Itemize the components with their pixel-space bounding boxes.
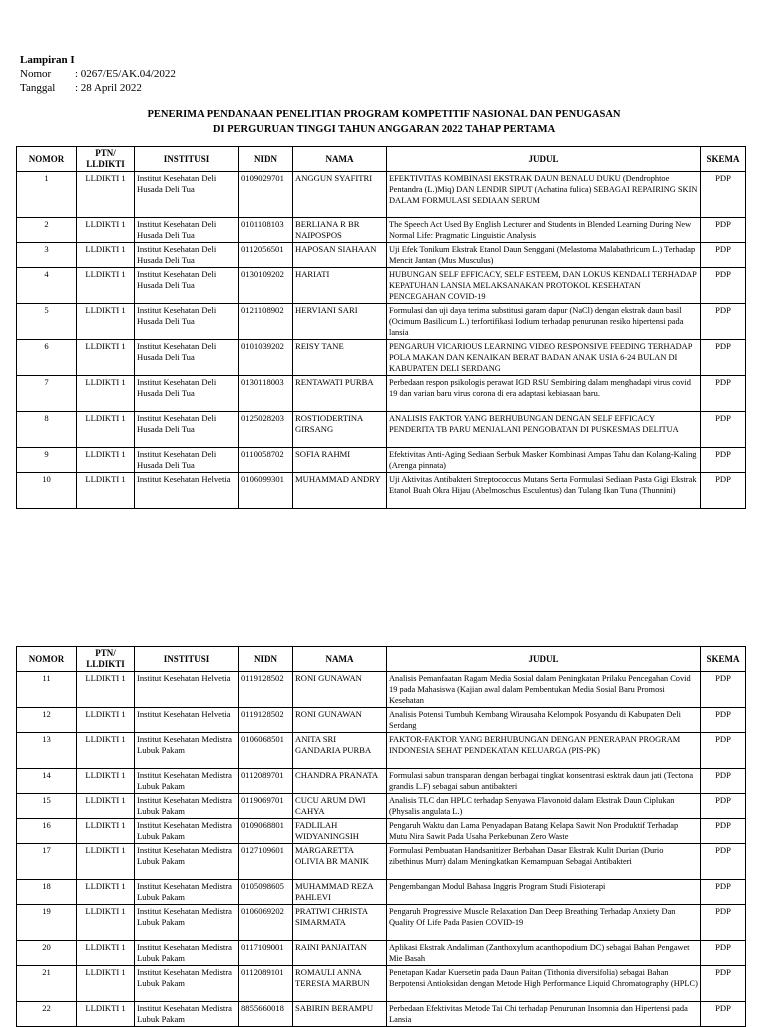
row-judul: EFEKTIVITAS KOMBINASI EKSTRAK DAUN BENALU DUKU (Dendrophtoe Pentandra (L.)Miq) DAN LENDIR SIPUT (Achatina fulica) SEBAGAI REPAIRING SKIN DALAM FORMULASI SEDIAAN SERUM: [387, 172, 701, 218]
row-nidn: 0110058702: [239, 448, 293, 473]
row-lldikti: LLDIKTI 1: [77, 733, 135, 769]
row-institusi: Institut Kesehatan Deli Husada Deli Tua: [135, 172, 239, 218]
table-row: [17, 708, 746, 733]
col-institusi: INSTITUSI: [135, 647, 239, 672]
row-nama: HAPOSAN SIAHAAN: [293, 243, 387, 268]
row-institusi: Institut Kesehatan Medistra Lubuk Pakam: [135, 966, 239, 1002]
row-institusi: Institut Kesehatan Deli Husada Deli Tua: [135, 243, 239, 268]
row-number: 19: [17, 905, 77, 941]
row-nidn: 0101039202: [239, 340, 293, 376]
row-number: 13: [17, 733, 77, 769]
row-lldikti: LLDIKTI 1: [77, 1002, 135, 1027]
row-number: 5: [17, 304, 77, 340]
tanggal-row: [20, 81, 176, 95]
row-judul: HUBUNGAN SELF EFFICACY, SELF ESTEEM, DAN LOKUS KENDALI TERHADAP KEPATUHAN LANSIA MELAKSANAKAN PROTOKOL KESEHATAN PENCEGAHAN COVID-19: [387, 268, 701, 304]
table-row: [17, 844, 746, 880]
row-lldikti: LLDIKTI 1: [77, 794, 135, 819]
nomor-value: : 0267/E5/AK.04/2022: [75, 68, 176, 80]
row-institusi: Institut Kesehatan Helvetia: [135, 708, 239, 733]
row-number: 14: [17, 769, 77, 794]
row-institusi: Institut Kesehatan Deli Husada Deli Tua: [135, 268, 239, 304]
row-number: 16: [17, 819, 77, 844]
col-ptn: PTN/ LLDIKTI: [77, 147, 135, 172]
row-judul: Perbedaan respon psikologis perawat IGD RSU Sembiring dalam menghadapi virus covid 19 dan varian baru virus corona di era adaptasi kebiasaan baru.: [387, 376, 701, 412]
row-judul: Aplikasi Ekstrak Andaliman (Zanthoxylum acanthopodium DC) sebagai Bahan Pengawet Mie Basah: [387, 941, 701, 966]
row-nama: SOFIA RAHMI: [293, 448, 387, 473]
col-skema: SKEMA: [701, 647, 746, 672]
col-nidn: NIDN: [239, 147, 293, 172]
row-nidn: 0130118003: [239, 376, 293, 412]
row-judul: Analisis Pemanfaatan Ragam Media Sosial dalam Peningkatan Prilaku Pencegahan Covid 19 pada Mahasiswa (Kajian awal dalam Pembentukan Media Sosial Baru Promosi Kesehatan: [387, 672, 701, 708]
row-skema: PDP: [701, 412, 746, 448]
table-row: [17, 412, 746, 448]
row-number: 22: [17, 1002, 77, 1027]
table-row: [17, 218, 746, 243]
table-row: [17, 268, 746, 304]
row-judul: Analisis Potensi Tumbuh Kembang Wirausaha Kelompok Posyandu di Kabupaten Deli Serdang: [387, 708, 701, 733]
nomor-label: Nomor: [20, 68, 52, 80]
col-nama: NAMA: [293, 647, 387, 672]
row-nama: HERVIANI SARI: [293, 304, 387, 340]
row-nidn: 0109029701: [239, 172, 293, 218]
row-lldikti: LLDIKTI 1: [77, 304, 135, 340]
col-nomor: NOMOR: [17, 647, 77, 672]
row-number: 9: [17, 448, 77, 473]
row-nidn: 8855660018: [239, 1002, 293, 1027]
row-skema: PDP: [701, 243, 746, 268]
row-number: 1: [17, 172, 77, 218]
row-lldikti: LLDIKTI 1: [77, 473, 135, 509]
row-skema: PDP: [701, 733, 746, 769]
table-body-1: [17, 172, 746, 509]
row-lldikti: LLDIKTI 1: [77, 268, 135, 304]
row-nidn: 0130109202: [239, 268, 293, 304]
table-row: [17, 172, 746, 218]
col-nomor: NOMOR: [17, 147, 77, 172]
row-judul: Formulasi dan uji daya terima substitusi garam dapur (NaCl) dengan ekstrak daun basil (Ocimum Basilicum L.) terfortifikasi Iodium terhadap penurunan resiko hipertensi pada lansia: [387, 304, 701, 340]
row-judul: Efektivitas Anti-Aging Sediaan Serbuk Masker Kombinasi Ampas Tahu dan Kolang-Kaling (Arenga pinnata): [387, 448, 701, 473]
row-judul: Analisis TLC dan HPLC terhadap Senyawa Flavonoid dalam Ekstrak Daun Ciplukan (Physalis angulata L.): [387, 794, 701, 819]
row-institusi: Institut Kesehatan Helvetia: [135, 473, 239, 509]
row-nidn: 0112056501: [239, 243, 293, 268]
row-nidn: 0127109601: [239, 844, 293, 880]
row-nidn: 0106099301: [239, 473, 293, 509]
row-number: 17: [17, 844, 77, 880]
table-row: [17, 769, 746, 794]
row-nama: BERLIANA R BR NAIPOSPOS: [293, 218, 387, 243]
row-number: 2: [17, 218, 77, 243]
col-nama: NAMA: [293, 147, 387, 172]
row-nidn: 0112089701: [239, 769, 293, 794]
row-skema: PDP: [701, 880, 746, 905]
row-nama: ROSTIODERTINA GIRSANG: [293, 412, 387, 448]
row-skema: PDP: [701, 672, 746, 708]
row-judul: Pengaruh Waktu dan Lama Penyadapan Batang Kelapa Sawit Non Produktif Terhadap Mutu Nira Sawit Pada Usaha Perkebunan Zero Waste: [387, 819, 701, 844]
row-number: 12: [17, 708, 77, 733]
row-number: 6: [17, 340, 77, 376]
row-skema: PDP: [701, 448, 746, 473]
row-nama: CUCU ARUM DWI CAHYA: [293, 794, 387, 819]
table-row: [17, 966, 746, 1002]
row-institusi: Institut Kesehatan Medistra Lubuk Pakam: [135, 819, 239, 844]
row-lldikti: LLDIKTI 1: [77, 376, 135, 412]
row-skema: PDP: [701, 268, 746, 304]
row-nama: ANGGUN SYAFITRI: [293, 172, 387, 218]
row-skema: PDP: [701, 844, 746, 880]
row-institusi: Institut Kesehatan Medistra Lubuk Pakam: [135, 905, 239, 941]
row-nama: PRATIWI CHRISTA SIMARMATA: [293, 905, 387, 941]
table-header-row: [17, 647, 746, 672]
table-row: [17, 819, 746, 844]
row-number: 10: [17, 473, 77, 509]
row-nama: RENTAWATI PURBA: [293, 376, 387, 412]
tanggal-label: Tanggal: [20, 82, 56, 94]
row-judul: ANALISIS FAKTOR YANG BERHUBUNGAN DENGAN SELF EFFICACY PENDERITA TB PARU MENJALANI PENGOBATAN DI PUSKESMAS DELITUA: [387, 412, 701, 448]
row-nama: MUHAMMAD ANDRY: [293, 473, 387, 509]
row-nama: SABIRIN BERAMPU: [293, 1002, 387, 1027]
table-header-row: [17, 147, 746, 172]
row-lldikti: LLDIKTI 1: [77, 412, 135, 448]
row-skema: PDP: [701, 769, 746, 794]
row-institusi: Institut Kesehatan Deli Husada Deli Tua: [135, 448, 239, 473]
row-lldikti: LLDIKTI 1: [77, 243, 135, 268]
row-nama: MARGARETTA OLIVIA BR MANIK: [293, 844, 387, 880]
row-nidn: 0121108902: [239, 304, 293, 340]
row-lldikti: LLDIKTI 1: [77, 844, 135, 880]
row-number: 18: [17, 880, 77, 905]
row-nama: HARIATI: [293, 268, 387, 304]
row-judul: The Speech Act Used By English Lecturer and Students in Blended Learning During New Normal Life: Pragmatic Linguistic Analysis: [387, 218, 701, 243]
row-skema: PDP: [701, 473, 746, 509]
row-skema: PDP: [701, 218, 746, 243]
row-skema: PDP: [701, 376, 746, 412]
row-judul: Formulasi Pembuatan Handsanitizer Berbahan Dasar Ekstrak Kulit Durian (Durio zibethinus Murr) dalam Meningkatkan Kemampuan Sebagai Antibakteri: [387, 844, 701, 880]
table-row: [17, 1002, 746, 1027]
table-row: [17, 733, 746, 769]
row-judul: Formulasi sabun transparan dengan berbagai tingkat konsentrasi esktrak daun jati (Tectona grandis L.F) sebagai sabun antibakteri: [387, 769, 701, 794]
col-institusi: INSTITUSI: [135, 147, 239, 172]
row-number: 11: [17, 672, 77, 708]
col-skema: SKEMA: [701, 147, 746, 172]
row-institusi: Institut Kesehatan Medistra Lubuk Pakam: [135, 1002, 239, 1027]
row-nidn: 0106069202: [239, 905, 293, 941]
row-institusi: Institut Kesehatan Deli Husada Deli Tua: [135, 218, 239, 243]
row-nidn: 0119128502: [239, 708, 293, 733]
row-institusi: Institut Kesehatan Medistra Lubuk Pakam: [135, 794, 239, 819]
col-judul: JUDUL: [387, 647, 701, 672]
row-number: 4: [17, 268, 77, 304]
row-institusi: Institut Kesehatan Deli Husada Deli Tua: [135, 376, 239, 412]
row-skema: PDP: [701, 708, 746, 733]
row-lldikti: LLDIKTI 1: [77, 966, 135, 1002]
row-lldikti: LLDIKTI 1: [77, 340, 135, 376]
row-nama: CHANDRA PRANATA: [293, 769, 387, 794]
row-lldikti: LLDIKTI 1: [77, 880, 135, 905]
tanggal-value: : 28 April 2022: [75, 82, 142, 94]
row-number: 8: [17, 412, 77, 448]
row-lldikti: LLDIKTI 1: [77, 708, 135, 733]
row-number: 20: [17, 941, 77, 966]
row-institusi: Institut Kesehatan Medistra Lubuk Pakam: [135, 844, 239, 880]
row-skema: PDP: [701, 819, 746, 844]
row-institusi: Institut Kesehatan Medistra Lubuk Pakam: [135, 880, 239, 905]
row-judul: Perbedaan Efektivitas Metode Tai Chi terhadap Penurunan Insomnia dan Hipertensi pada Lansia: [387, 1002, 701, 1027]
row-lldikti: LLDIKTI 1: [77, 218, 135, 243]
document-title: [0, 107, 768, 137]
row-number: 7: [17, 376, 77, 412]
row-nidn: 0105098605: [239, 880, 293, 905]
row-nama: RAINI PANJAITAN: [293, 941, 387, 966]
table-row: [17, 376, 746, 412]
row-nama: ANITA SRI GANDARIA PURBA: [293, 733, 387, 769]
recipients-table-1: [16, 146, 746, 509]
row-nama: RONI GUNAWAN: [293, 708, 387, 733]
row-number: 21: [17, 966, 77, 1002]
row-nidn: 0117109001: [239, 941, 293, 966]
row-institusi: Institut Kesehatan Helvetia: [135, 672, 239, 708]
row-nidn: 0106068501: [239, 733, 293, 769]
row-institusi: Institut Kesehatan Deli Husada Deli Tua: [135, 412, 239, 448]
row-nama: REISY TANE: [293, 340, 387, 376]
row-institusi: Institut Kesehatan Medistra Lubuk Pakam: [135, 941, 239, 966]
row-nidn: 0112089101: [239, 966, 293, 1002]
row-lldikti: LLDIKTI 1: [77, 905, 135, 941]
row-skema: PDP: [701, 172, 746, 218]
row-skema: PDP: [701, 1002, 746, 1027]
row-skema: PDP: [701, 905, 746, 941]
table-body-2: [17, 672, 746, 1027]
row-institusi: Institut Kesehatan Medistra Lubuk Pakam: [135, 733, 239, 769]
row-nama: ROMAULI ANNA TERESIA MARBUN: [293, 966, 387, 1002]
row-institusi: Institut Kesehatan Medistra Lubuk Pakam: [135, 769, 239, 794]
table-row: [17, 448, 746, 473]
row-lldikti: LLDIKTI 1: [77, 448, 135, 473]
row-judul: Penetapan Kadar Kuersetin pada Daun Paitan (Tithonia diversifolia) sebagai Bahan Berpotensi Antioksidan dengan Metode High Performance Liquid Chromatography (HPLC): [387, 966, 701, 1002]
attachment-label: Lampiran I: [20, 54, 75, 66]
row-lldikti: LLDIKTI 1: [77, 819, 135, 844]
table-row: [17, 905, 746, 941]
row-judul: Uji Aktivitas Antibakteri Streptococcus Mutans Serta Formulasi Sediaan Pasta Gigi Ekstrak Etanol Buah Okra Hijau (Abelmoschus Esculentus) dan Tulang Ikan Tuna (Thunnini): [387, 473, 701, 509]
table-row: [17, 672, 746, 708]
row-lldikti: LLDIKTI 1: [77, 941, 135, 966]
row-nidn: 0119069701: [239, 794, 293, 819]
row-number: 3: [17, 243, 77, 268]
row-nidn: 0125028203: [239, 412, 293, 448]
col-ptn: PTN/ LLDIKTI: [77, 647, 135, 672]
row-nama: RONI GUNAWAN: [293, 672, 387, 708]
row-nidn: 0109068801: [239, 819, 293, 844]
table-row: [17, 340, 746, 376]
row-judul: Pengembangan Modul Bahasa Inggris Program Studi Fisioterapi: [387, 880, 701, 905]
row-skema: PDP: [701, 340, 746, 376]
col-nidn: NIDN: [239, 647, 293, 672]
row-nidn: 0119128502: [239, 672, 293, 708]
row-judul: FAKTOR-FAKTOR YANG BERHUBUNGAN DENGAN PENERAPAN PROGRAM INDONESIA SEHAT PENDEKATAN KELUARGA (PIS-PK): [387, 733, 701, 769]
table-row: [17, 794, 746, 819]
row-judul: PENGARUH VICARIOUS LEARNING VIDEO RESPONSIVE FEEDING TERHADAP POLA MAKAN DAN KENAIKAN BERAT BADAN ANAK USIA 6-24 BULAN DI KABUPATEN DELI SERDANG: [387, 340, 701, 376]
row-lldikti: LLDIKTI 1: [77, 172, 135, 218]
row-skema: PDP: [701, 966, 746, 1002]
row-lldikti: LLDIKTI 1: [77, 769, 135, 794]
title-line-2: DI PERGURUAN TINGGI TAHUN ANGGARAN 2022 TAHAP PERTAMA: [212, 124, 556, 135]
row-lldikti: LLDIKTI 1: [77, 672, 135, 708]
letter-header: [20, 53, 176, 95]
recipients-table-2: [16, 646, 746, 1027]
row-judul: Pengaruh Progressive Muscle Relaxation Dan Deep Breathing Terhadap Anxiety Dan Quality Of Life Pada Pasien COVID-19: [387, 905, 701, 941]
row-nidn: 0101108103: [239, 218, 293, 243]
row-skema: PDP: [701, 304, 746, 340]
row-institusi: Institut Kesehatan Deli Husada Deli Tua: [135, 304, 239, 340]
col-judul: JUDUL: [387, 147, 701, 172]
row-nama: MUHAMMAD REZA PAHLEVI: [293, 880, 387, 905]
table-row: [17, 880, 746, 905]
nomor-row: [20, 67, 176, 81]
title-line-1: PENERIMA PENDANAAN PENELITIAN PROGRAM KOMPETITIF NASIONAL DAN PENUGASAN: [147, 109, 621, 120]
row-number: 15: [17, 794, 77, 819]
table-row: [17, 304, 746, 340]
table-row: [17, 243, 746, 268]
row-nama: FADLILAH WIDYANINGSIH: [293, 819, 387, 844]
row-institusi: Institut Kesehatan Deli Husada Deli Tua: [135, 340, 239, 376]
table-row: [17, 941, 746, 966]
row-skema: PDP: [701, 941, 746, 966]
row-skema: PDP: [701, 794, 746, 819]
table-row: [17, 473, 746, 509]
row-judul: Uji Efek Tonikum Ekstrak Etanol Daun Senggani (Melastoma Malabathricum L.) Terhadap Mencit Jantan (Mus Musculus): [387, 243, 701, 268]
